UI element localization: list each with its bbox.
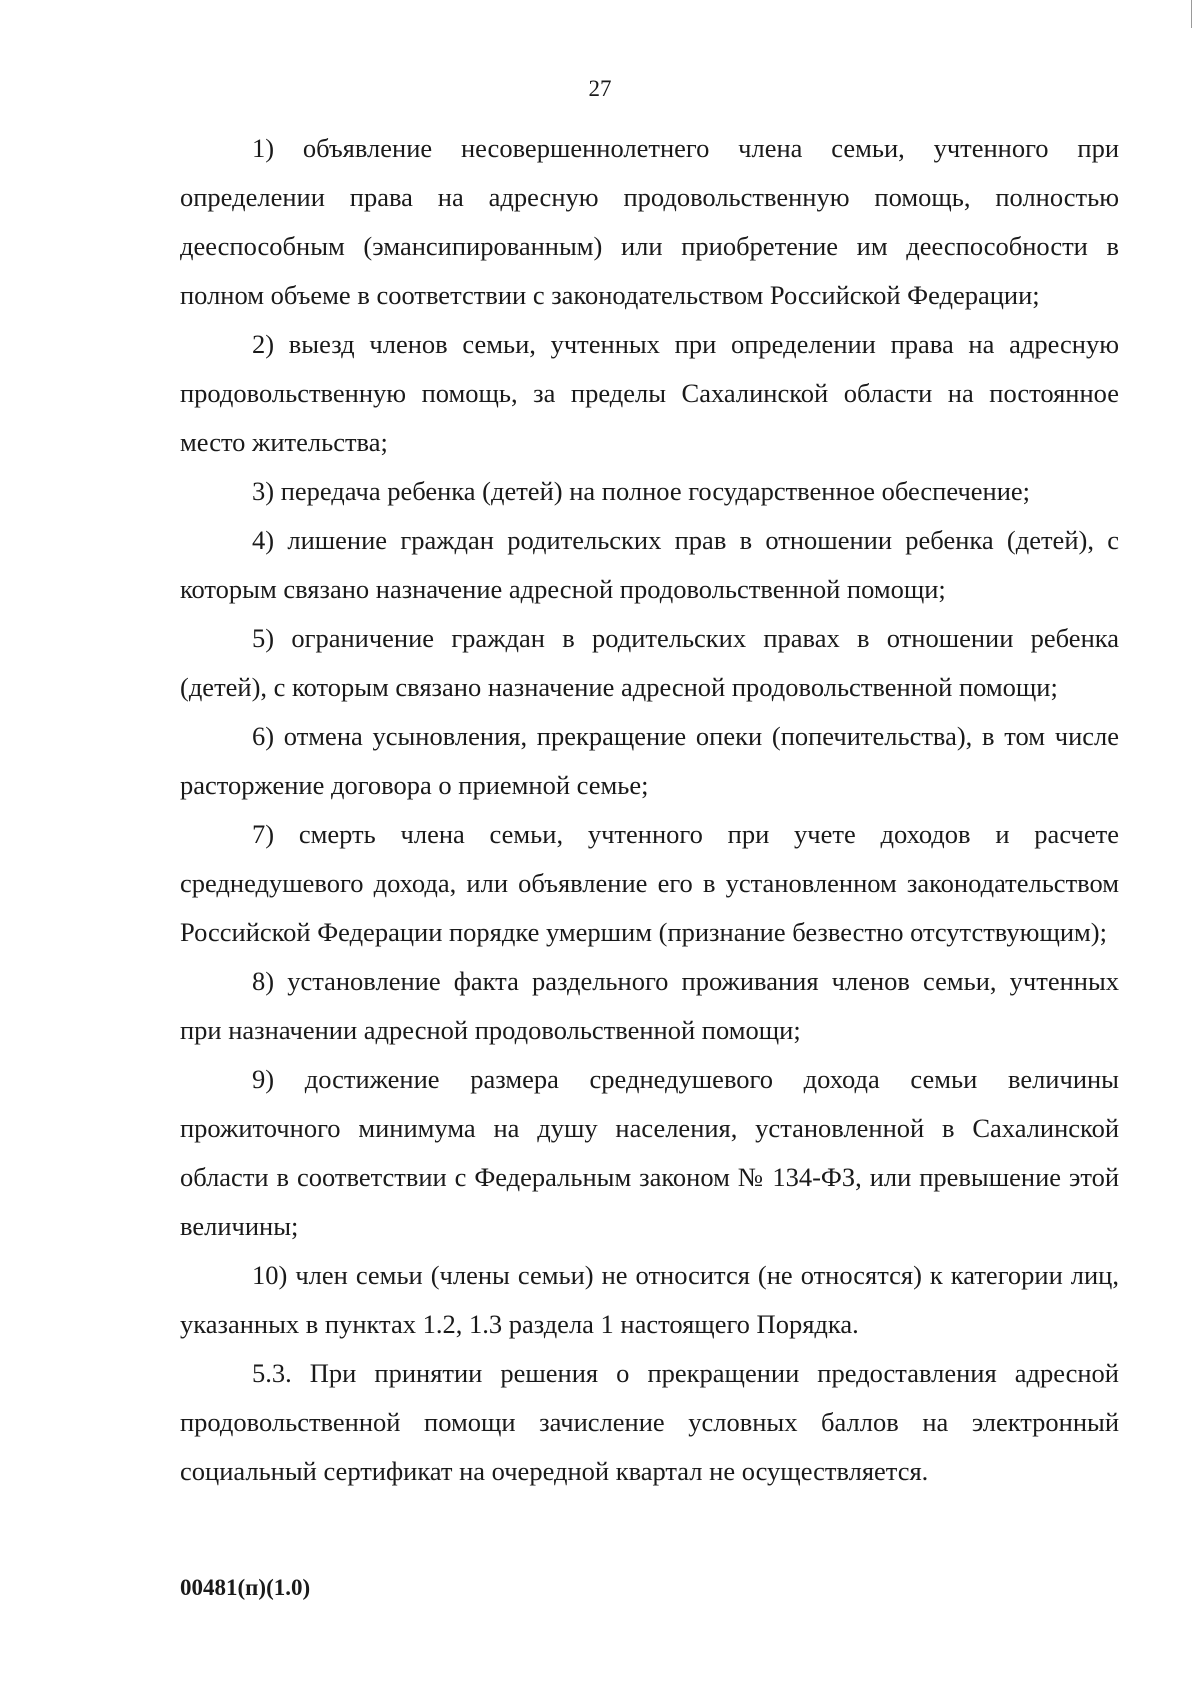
document-code: 00481(п)(1.0) xyxy=(180,1575,311,1600)
scan-edge-mark xyxy=(1191,0,1192,28)
paragraph-item-3: 3) передача ребенка (детей) на полное государственное обеспечение; xyxy=(252,476,1031,506)
paragraph-item-7: 7) смерть члена семьи, учтенного при учете доходов и расчете среднедушевого дохода, или объявление его в установленном законодательством Российской Федерации порядке умершим (признание безвестно отсутствующим); xyxy=(180,819,1119,947)
paragraph-item-6: 6) отмена усыновления, прекращение опеки (попечительства), в том числе расторжение договора о приемной семье; xyxy=(180,721,1119,800)
paragraph-item-4: 4) лишение граждан родительских прав в отношении ребенка (детей), с которым связано назначение адресной продовольственной помощи; xyxy=(180,525,1119,604)
document-body xyxy=(180,124,1119,1496)
paragraph-item-1: 1) объявление несовершеннолетнего члена семьи, учтенного при определении права на адресную продовольственную помощь, полностью дееспособным (эмансипированным) или приобретение им дееспособности в полном объеме в соответствии с законодательством Российской Федерации; xyxy=(180,133,1119,310)
paragraph-item-8: 8) установление факта раздельного проживания членов семьи, учтенных при назначении адресной продовольственной помощи; xyxy=(180,966,1119,1045)
paragraph-item-5: 5) ограничение граждан в родительских правах в отношении ребенка (детей), с которым связано назначение адресной продовольственной помощи; xyxy=(180,623,1119,702)
paragraph-5-3: 5.3. При принятии решения о прекращении предоставления адресной продовольственной помощи зачисление условных баллов на электронный социальный сертификат на очередной квартал не осуществляется. xyxy=(180,1358,1119,1486)
paragraph-item-2: 2) выезд членов семьи, учтенных при определении права на адресную продовольственную помощь, за пределы Сахалинской области на постоянное место жительства; xyxy=(180,329,1119,457)
paragraph-item-9: 9) достижение размера среднедушевого дохода семьи величины прожиточного минимума на душу населения, установленной в Сахалинской области в соответствии с Федеральным законом № 134-ФЗ, или превышение этой величины; xyxy=(180,1064,1119,1241)
paragraph-item-10: 10) член семьи (члены семьи) не относится (не относятся) к категории лиц, указанных в пунктах 1.2, 1.3 раздела 1 настоящего Порядка. xyxy=(180,1260,1119,1339)
page-number: 27 xyxy=(588,76,612,101)
